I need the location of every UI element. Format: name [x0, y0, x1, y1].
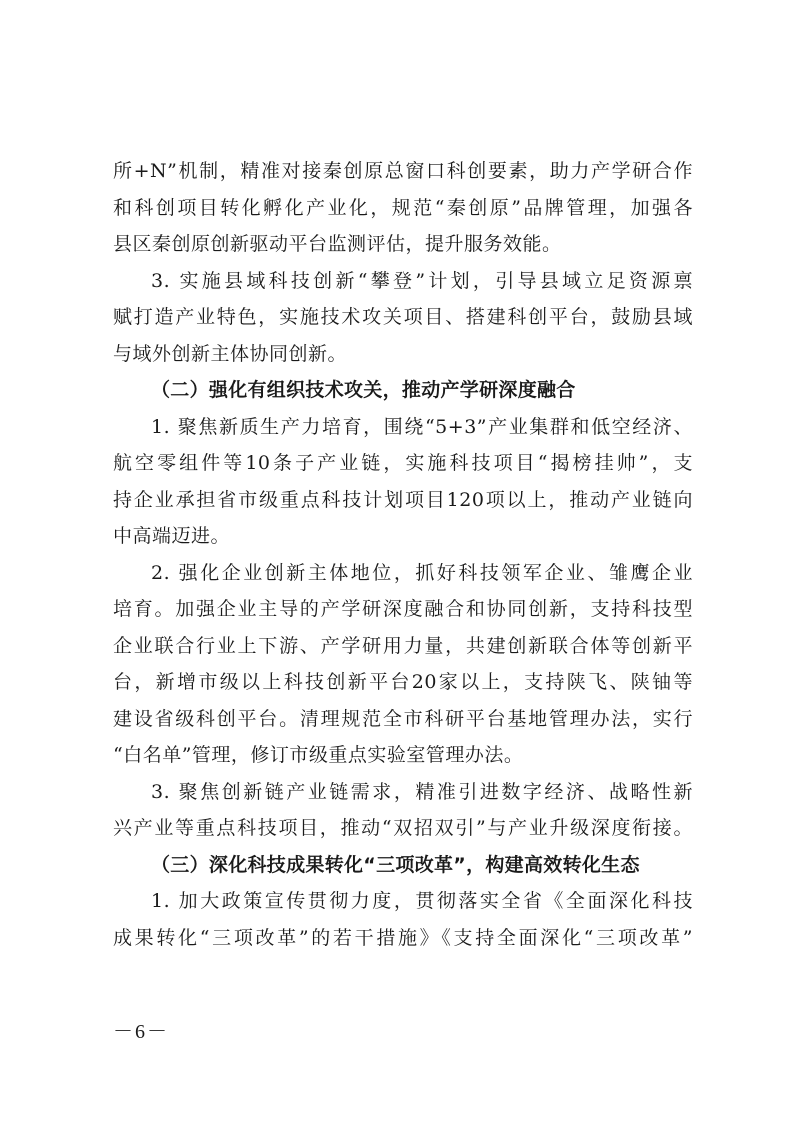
text-line: 建设省级科创平台。清理规范全市科研平台基地管理办法，实行 — [113, 707, 693, 730]
text-line: 所+N”机制，精准对接秦创原总窗口科创要素，助力产学研合作 — [113, 160, 693, 182]
section-heading: （二）强化有组织技术攻关，推动产学研深度融合 — [151, 379, 576, 401]
text-line: 台，新增市级以上科技创新平台20家以上，支持陕飞、陕铀等 — [113, 671, 693, 693]
text-line: 2. 强化企业创新主体地位，抓好科技领军企业、雏鹰企业 — [151, 561, 693, 584]
text-line: 1. 加大政策宣传贯彻力度，贯彻落实全省《全面深化科技 — [151, 890, 693, 912]
text-line: 中高端迈进。 — [113, 525, 231, 547]
text-line: 县区秦创原创新驱动平台监测评估，提升服务效能。 — [113, 233, 562, 255]
page-number: －6－ — [113, 1021, 169, 1043]
text-line: 和科创项目转化孵化产业化，规范“秦创原”品牌管理，加强各 — [113, 196, 693, 219]
text-line: 1. 聚焦新质生产力培育，围绕“5+3”产业集群和低空经济、 — [151, 415, 693, 438]
text-line: “白名单”管理，修订市级重点实验室管理办法。 — [113, 744, 524, 766]
text-line: 3. 实施县域科技创新“攀登”计划，引导县域立足资源禀 — [151, 269, 693, 292]
text-line: 企业联合行业上下游、产学研用力量，共建创新联合体等创新平 — [113, 634, 693, 657]
text-line: 与域外创新主体协同创新。 — [113, 342, 348, 365]
text-line: 持企业承担省市级重点科技计划项目120项以上，推动产业链向 — [113, 488, 693, 511]
text-line: 赋打造产业特色，实施技术攻关项目、搭建科创平台，鼓励县域 — [113, 306, 693, 328]
text-line: 3. 聚焦创新链产业链需求，精准引进数字经济、战略性新 — [151, 780, 693, 803]
text-line: 兴产业等重点科技项目，推动“双招双引”与产业升级深度衔接。 — [113, 817, 693, 839]
section-heading: （三）深化科技成果转化“三项改革”，构建高效转化生态 — [151, 853, 640, 876]
text-line: 成果转化“三项改革”的若干措施》《支持全面深化“三项改革” — [113, 926, 693, 949]
text-line: 航空零组件等10条子产业链，实施科技项目“揭榜挂帅”，支 — [113, 452, 693, 474]
text-line: 培育。加强企业主导的产学研深度融合和协同创新，支持科技型 — [113, 598, 693, 620]
body-text — [113, 153, 693, 956]
